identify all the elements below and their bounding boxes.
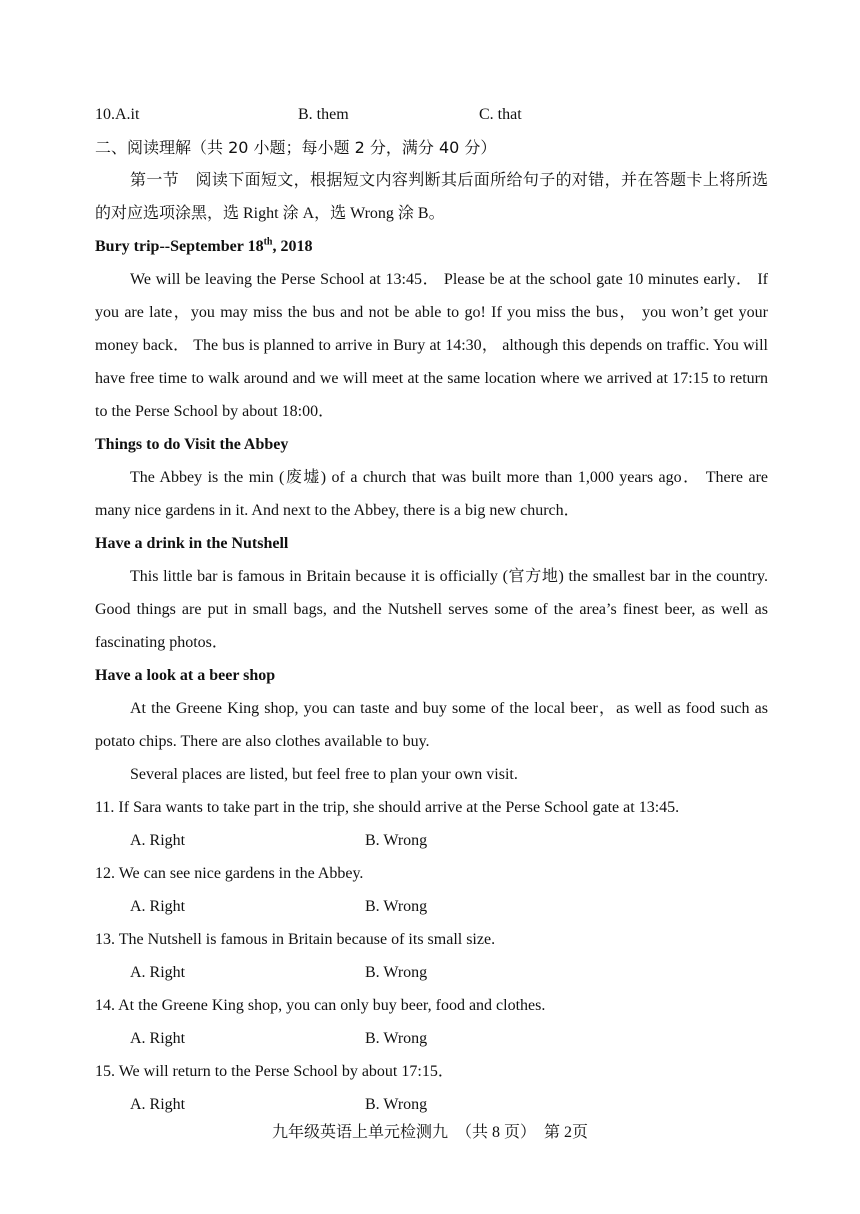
q10-option-c: C. that [479,106,522,123]
option-a[interactable]: A. Right [130,964,186,981]
passage-paragraph-5: Several places are listed, but feel free to plan your own visit. [130,766,518,783]
option-a[interactable]: A. Right [130,898,186,915]
q10-option-b: B. them [298,106,349,123]
question-14 [95,989,768,1055]
subheading-nutshell: Have a drink in the Nutshell [95,535,289,552]
question-options [95,1088,768,1121]
option-b[interactable]: B. Wrong [365,898,428,915]
option-b[interactable]: B. Wrong [365,1096,428,1113]
option-a[interactable]: A. Right [130,832,186,849]
page-footer: 九年级英语上单元检测九 （共 8 页） 第 2页 [271,1124,588,1141]
section-title: 二、阅读理解（共 20 小题；每小题 2 分，满分 40 分） [95,138,497,157]
question-text: 13. The Nutshell is famous in Britain because of its small size. [95,931,496,948]
exam-page [95,98,768,1121]
question-options [95,956,768,989]
option-b[interactable]: B. Wrong [365,964,428,981]
question-options [95,890,768,923]
option-b[interactable]: B. Wrong [365,1030,428,1047]
subheading-abbey: Things to do Visit the Abbey [95,436,289,453]
question-list [95,791,768,1121]
question-text: 11. If Sara wants to take part in the trip, she should arrive at the Perse School gate at 13:45. [95,799,680,816]
question-15 [95,1055,768,1121]
question-options [95,824,768,857]
instructions: 第一节 阅读下面短文，根据短文内容判断其后面所给句子的对错，并在答题卡上将所选的对应选项涂黑，选 Right 涂 A，选 Wrong 涂 B。 [95,172,768,222]
option-a[interactable]: A. Right [130,1096,186,1113]
passage-paragraph-1: We will be leaving the Perse School at 13:45． Please be at the school gate 10 minutes early． If you are late，you may miss the bus and not be able to go! If you miss the bus， you won’t get your money back． The bus is planned to arrive in Bury at 14:30， although this depends on traffic. You will have free time to walk around and we will meet at the same location where we arrived at 17:15 to return to the Perse School by about 18:00． [95,271,769,420]
q10-option-a: 10.A.it [95,106,140,123]
question-11 [95,791,768,857]
question-12 [95,857,768,923]
passage-paragraph-2: The Abbey is the min (废墟) of a church that was built more than 1,000 years ago． There are many nice gardens in it. And next to the Abbey, there is a big new church． [95,469,768,519]
question-13 [95,923,768,989]
question-10-options [95,98,768,131]
passage-heading: Bury trip--September 18th, 2018 [95,236,313,255]
option-a[interactable]: A. Right [130,1030,186,1047]
passage-paragraph-4: At the Greene King shop, you can taste and buy some of the local beer，as well as food such as potato chips. There are also clothes available to buy. [95,700,768,750]
question-text: 14. At the Greene King shop, you can only buy beer, food and clothes. [95,997,546,1014]
question-options [95,1022,768,1055]
question-text: 15. We will return to the Perse School by about 17:15． [95,1063,454,1080]
question-text: 12. We can see nice gardens in the Abbey. [95,865,364,882]
option-b[interactable]: B. Wrong [365,832,428,849]
subheading-beer-shop: Have a look at a beer shop [95,667,276,684]
passage-paragraph-3: This little bar is famous in Britain because it is officially (官方地) the smallest bar in the country. Good things are put in small bags, and the Nutshell serves some of the area’s finest beer, as well as fascinating photos． [95,568,768,651]
